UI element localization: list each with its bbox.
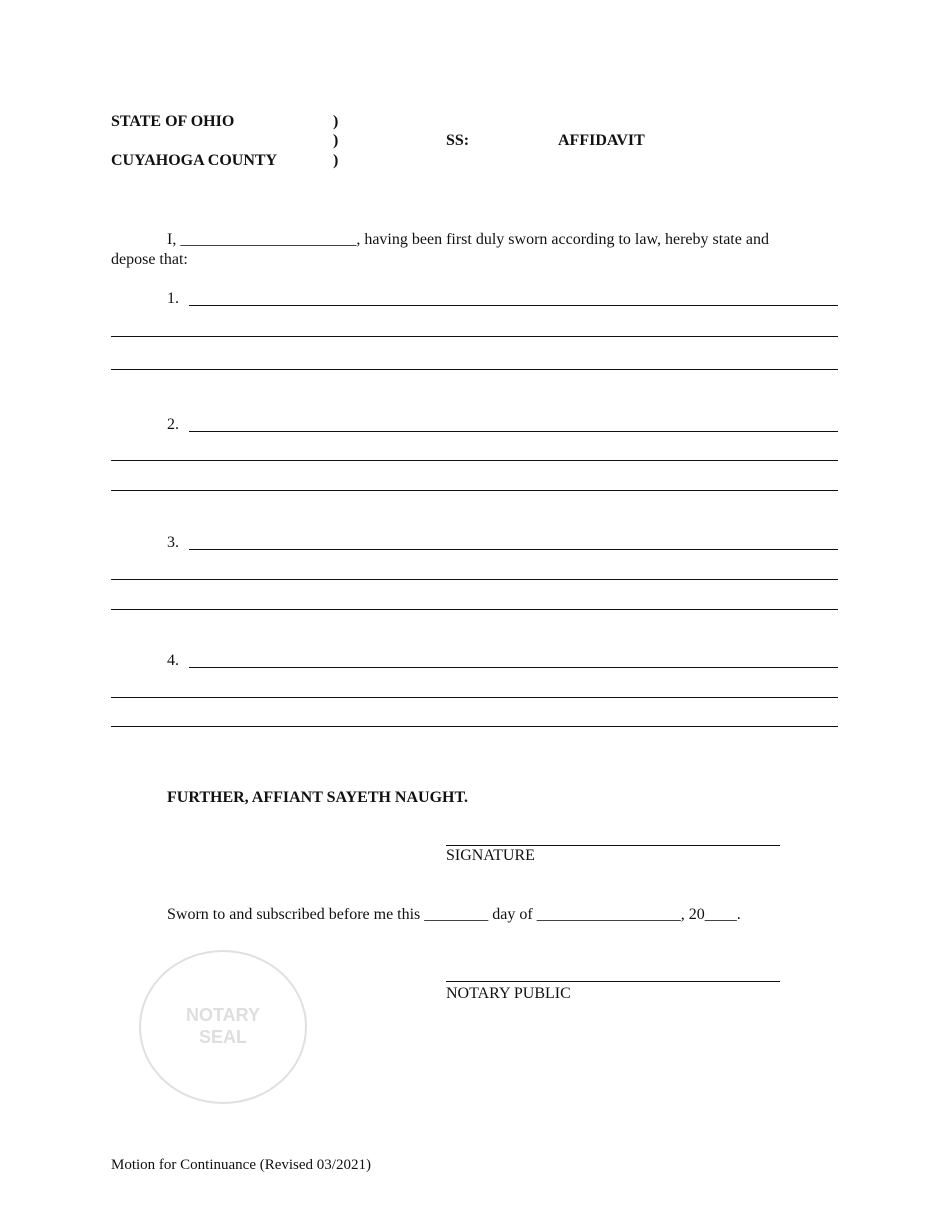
intro-line-2: depose that:	[111, 251, 188, 268]
document-title: AFFIDAVIT	[558, 132, 645, 149]
affiant-name-blank[interactable]: ______________________	[180, 231, 357, 248]
item-2-line-1[interactable]	[189, 431, 838, 432]
county-label: CUYAHOGA COUNTY	[111, 152, 278, 169]
item-2-line-3[interactable]	[111, 490, 838, 491]
item-3-line-1[interactable]	[189, 549, 838, 550]
item-number-3: 3.	[167, 534, 179, 551]
item-3-line-2[interactable]	[111, 579, 838, 580]
item-4-line-3[interactable]	[111, 726, 838, 727]
caption-paren-2: )	[333, 132, 339, 149]
item-4-line-1[interactable]	[189, 667, 838, 668]
item-2-line-2[interactable]	[111, 460, 838, 461]
ss-label: SS:	[446, 132, 470, 149]
item-4-line-2[interactable]	[111, 697, 838, 698]
item-number-4: 4.	[167, 652, 179, 669]
item-1-line-2[interactable]	[111, 336, 838, 337]
seal-text-line-2: SEAL	[198, 1027, 247, 1047]
item-number-1: 1.	[167, 290, 179, 307]
item-1-line-3[interactable]	[111, 369, 838, 370]
closing-statement: FURTHER, AFFIANT SAYETH NAUGHT.	[167, 789, 468, 806]
caption-paren-1: )	[333, 113, 339, 130]
footer-form-id: Motion for Continuance (Revised 03/2021)	[111, 1157, 371, 1173]
notary-public-label: NOTARY PUBLIC	[446, 985, 571, 1002]
notary-signature-line[interactable]	[446, 981, 780, 982]
item-1-line-1[interactable]	[189, 305, 838, 306]
seal-text-line-1: NOTARY	[186, 1005, 260, 1025]
caption-paren-3: )	[333, 152, 339, 169]
notary-seal	[139, 950, 307, 1104]
sworn-statement[interactable]: Sworn to and subscribed before me this ________ day of __________________, 20____.	[167, 906, 741, 923]
intro-prefix: I,	[167, 231, 177, 248]
intro-line-1	[167, 230, 769, 250]
state-label: STATE OF OHIO	[111, 113, 235, 130]
intro-suffix: , having been first duly sworn according to law, hereby state and	[356, 231, 769, 248]
item-number-2: 2.	[167, 416, 179, 433]
signature-label: SIGNATURE	[446, 847, 535, 864]
item-3-line-3[interactable]	[111, 609, 838, 610]
